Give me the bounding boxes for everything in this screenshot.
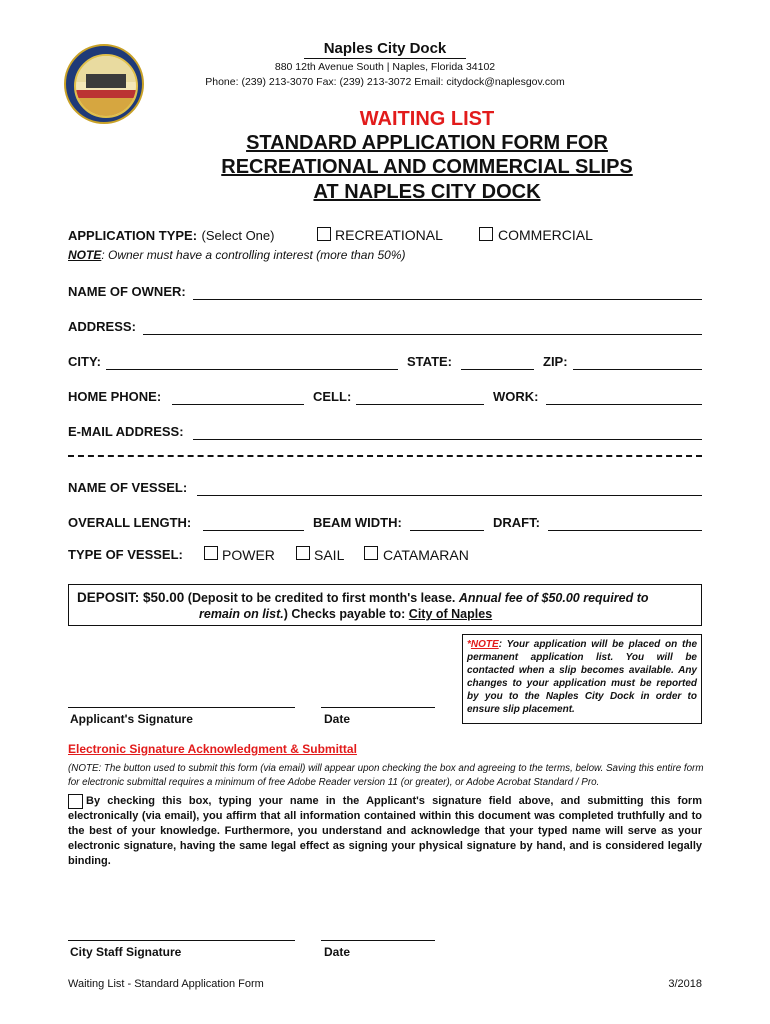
- overall-length-field[interactable]: [203, 530, 304, 531]
- application-type-row: [68, 227, 274, 245]
- deposit-payee: City of Naples: [408, 607, 493, 621]
- beam-width-label: BEAM WIDTH:: [313, 515, 402, 530]
- city-label: CITY:: [68, 354, 101, 369]
- draft-label: DRAFT:: [493, 515, 540, 530]
- deposit-label: DEPOSIT: $50.00: [77, 590, 185, 605]
- section-divider: [68, 455, 702, 457]
- overall-length-label: OVERALL LENGTH:: [68, 515, 192, 530]
- application-type-hint: (Select One): [201, 228, 275, 243]
- zip-label: ZIP:: [543, 354, 568, 369]
- owner-name-label: NAME OF OWNER:: [68, 284, 186, 299]
- applicant-signature-field[interactable]: [68, 707, 295, 708]
- commercial-checkbox[interactable]: [479, 227, 493, 241]
- deposit-text1-italic: Annual fee of $50.00 required to: [458, 591, 649, 605]
- note-box-label: NOTE: [470, 639, 499, 650]
- cell-field[interactable]: [356, 404, 484, 405]
- form-title-line2: RECREATIONAL AND COMMERCIAL SLIPS: [221, 156, 633, 178]
- deposit-line2: [199, 607, 492, 621]
- form-title-line1: STANDARD APPLICATION FORM FOR: [246, 132, 608, 154]
- email-label: E-MAIL ADDRESS:: [68, 424, 184, 439]
- esign-heading: Electronic Signature Acknowledgment & Submittal: [68, 742, 357, 756]
- work-label: WORK:: [493, 389, 539, 404]
- recreational-label: RECREATIONAL: [335, 227, 443, 243]
- work-field[interactable]: [546, 404, 702, 405]
- applicant-date-label: Date: [324, 712, 351, 726]
- state-label: STATE:: [407, 354, 453, 369]
- esign-acknowledgment: By checking this box, typing your name in the Applicant's signature field above, and submitting this form electronically (via email), you affirm that all information contained within this document was completed truthfully and to the best of your knowledge. Furthermore, you understand and acknowledge that your typed name will serve as your electronic signature, having the same legal effect as signing your physical signature by hand, and is considered legally binding.: [68, 795, 702, 867]
- draft-field[interactable]: [548, 530, 702, 531]
- waiting-list-title: WAITING LIST: [359, 108, 495, 130]
- org-name: Naples City Dock: [0, 40, 770, 57]
- staff-signature-label: City Staff Signature: [70, 945, 182, 959]
- catamaran-label: CATAMARAN: [383, 547, 469, 563]
- sail-label: SAIL: [314, 547, 345, 563]
- vessel-type-label: TYPE OF VESSEL:: [68, 547, 183, 562]
- applicant-signature-label: Applicant's Signature: [70, 712, 193, 726]
- footer-left: Waiting List - Standard Application Form: [68, 978, 264, 990]
- esign-note: (NOTE: The button used to submit this form (via email) will appear upon checking the box and agreeing to the terms, below. Saving this entire form for electronic submittal requires a minimum of free Adobe Reader version 11 (or greater), or Adobe Acrobat Standard / Pro.: [68, 763, 704, 788]
- staff-date-label: Date: [324, 945, 351, 959]
- recreational-checkbox[interactable]: [317, 227, 331, 241]
- placement-note-box: [462, 634, 702, 724]
- vessel-name-field[interactable]: [197, 495, 702, 496]
- power-label: POWER: [222, 547, 275, 563]
- deposit-line1: [77, 590, 697, 605]
- owner-name-field[interactable]: [193, 299, 702, 300]
- applicant-date-field[interactable]: [321, 707, 435, 708]
- footer-right: 3/2018: [668, 978, 702, 990]
- deposit-box: [68, 584, 702, 626]
- beam-width-field[interactable]: [410, 530, 484, 531]
- deposit-text2: ) Checks payable to:: [283, 607, 409, 621]
- deposit-text2-italic: remain on list.: [199, 607, 284, 621]
- staff-date-field[interactable]: [321, 940, 435, 941]
- contact-line: Phone: (239) 213-3070 Fax: (239) 213-3072 Email: citydock@naplesgov.com: [205, 76, 565, 88]
- power-checkbox[interactable]: [204, 546, 218, 560]
- note-text: : Owner must have a controlling interest (more than 50%): [101, 248, 406, 262]
- note-label: NOTE: [68, 248, 102, 262]
- commercial-label: COMMERCIAL: [498, 227, 593, 243]
- email-field[interactable]: [193, 439, 702, 440]
- address-field[interactable]: [143, 334, 702, 335]
- zip-field[interactable]: [573, 369, 702, 370]
- application-type-label: APPLICATION TYPE:: [68, 228, 198, 243]
- staff-signature-field[interactable]: [68, 940, 295, 941]
- note-star: *: [467, 639, 471, 650]
- city-field[interactable]: [106, 369, 398, 370]
- catamaran-checkbox[interactable]: [364, 546, 378, 560]
- vessel-name-label: NAME OF VESSEL:: [68, 480, 188, 495]
- address-line: 880 12th Avenue South | Naples, Florida 34102: [274, 61, 496, 73]
- home-phone-field[interactable]: [172, 404, 304, 405]
- form-title-line3: AT NAPLES CITY DOCK: [313, 181, 541, 203]
- ownership-note: [68, 248, 405, 262]
- note-box-text: : Your application will be placed on the permanent application list. You will be contacted when a slip becomes available. Any changes to your application must be reported by you to the Naples City Dock in order to ensure slip placement.: [467, 639, 697, 715]
- home-phone-label: HOME PHONE:: [68, 389, 162, 404]
- deposit-text1: (Deposit to be credited to first month's lease.: [184, 591, 459, 605]
- sail-checkbox[interactable]: [296, 546, 310, 560]
- address-label: ADDRESS:: [68, 319, 136, 334]
- state-field[interactable]: [461, 369, 534, 370]
- cell-label: CELL:: [313, 389, 352, 404]
